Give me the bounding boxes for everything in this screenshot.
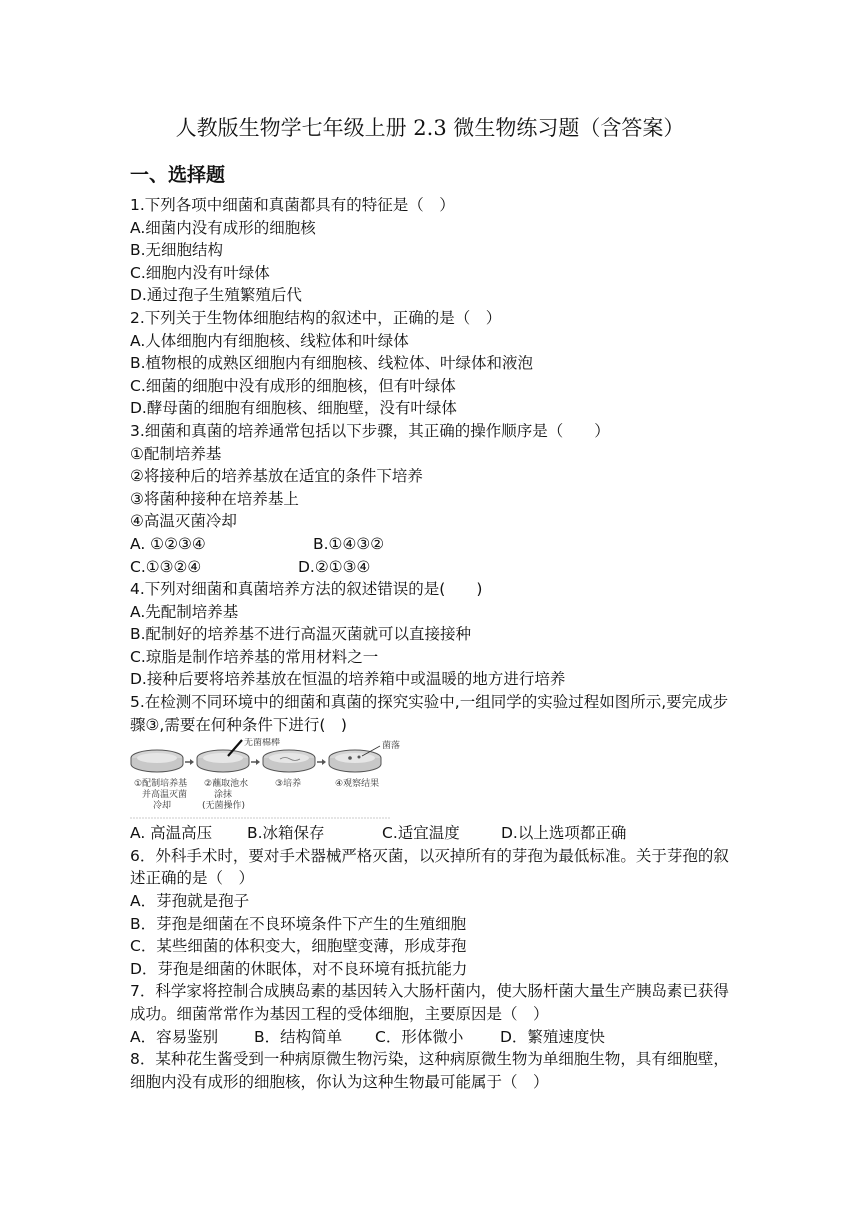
question-7-option-b: B．结构简单 [254, 1027, 343, 1046]
question-5-option-d: D.以上选项都正确 [501, 824, 627, 843]
question-3-step-3: ③将菌种接种在培养基上 [130, 489, 299, 508]
arrow-head-icon [322, 759, 326, 765]
question-6-option-a: A．芽孢就是孢子 [130, 892, 250, 911]
step-4-caption: ④观察结果 [335, 779, 380, 790]
petri-dish-3 [263, 750, 315, 772]
petri-dish-4 [329, 750, 381, 772]
step-1-caption-line-3: 冷却 [153, 801, 172, 812]
page-title: 人教版生物学七年级上册 2.3 微生物练习题（含答案） [175, 116, 685, 140]
question-5-options [130, 822, 740, 845]
question-8-stem: 8．某种花生酱受到一种病原微生物污染，这种病原微生物为单细胞生物，具有细胞壁，细胞内没有成形的细胞核，你认为这种生物最可能属于（ ） [130, 1050, 729, 1091]
swab-label: 无菌棉棒 [244, 738, 281, 749]
question-3-options-row-2 [130, 556, 740, 579]
question-4-option-a: A.先配制培养基 [130, 602, 239, 621]
question-5-option-a: A. 高温高压 [130, 824, 213, 843]
question-4-option-c: C.琼脂是制作培养基的常用材料之一 [130, 647, 379, 666]
question-4-stem: 4.下列对细菌和真菌培养方法的叙述错误的是( ) [130, 580, 483, 599]
petri-dish-2 [197, 750, 249, 772]
petri-dish-diagram [130, 738, 410, 820]
question-7-option-a: A．容易鉴别 [130, 1027, 219, 1046]
question-3-step-2: ②将接种后的培养基放在适宜的条件下培养 [130, 467, 423, 486]
question-3-option-c: C.①③②④ [130, 557, 202, 576]
colony-label: 菌落 [382, 741, 401, 752]
question-5-option-c: C.适宜温度 [382, 824, 460, 843]
question-7-options [130, 1026, 740, 1049]
question-2-option-c: C.细菌的细胞中没有成形的细胞核，但有叶绿体 [130, 376, 456, 395]
step-3-caption: ③培养 [275, 779, 302, 790]
question-list [130, 194, 740, 1093]
question-3-stem: 3.细菌和真菌的培养通常包括以下步骤，其正确的操作顺序是（ ） [130, 421, 610, 440]
experiment-figure [130, 738, 740, 820]
question-2-option-a: A.人体细胞内有细胞核、线粒体和叶绿体 [130, 331, 409, 350]
question-1-option-b: B.无细胞结构 [130, 241, 224, 260]
question-4-option-b: B.配制好的培养基不进行高温灭菌就可以直接接种 [130, 625, 472, 644]
question-3-options-row-1 [130, 533, 740, 556]
question-6-stem: 6．外科手术时，要对手术器械严格灭菌，以灭掉所有的芽孢为最低标准。关于芽孢的叙述正确的是（ ） [130, 846, 729, 888]
question-5-option-b: B.冰箱保存 [247, 824, 325, 843]
question-2-option-d: D.酵母菌的细胞有细胞核、细胞壁，没有叶绿体 [130, 399, 457, 418]
petri-dish-1 [131, 750, 183, 772]
question-4-option-d: D.接种后要将培养基放在恒温的培养箱中或温暖的地方进行培养 [130, 670, 566, 689]
question-6-option-c: C．某些细菌的体积变大，细胞壁变薄，形成芽孢 [130, 937, 467, 956]
arrow-head-icon [190, 759, 194, 765]
step-2-caption-line-3: (无菌操作) [202, 801, 246, 812]
step-1-caption-line-1: ①配制培养基 [134, 779, 188, 790]
step-2-caption-line-1: ②蘸取池水 [204, 779, 249, 790]
question-2-stem: 2.下列关于生物体细胞结构的叙述中，正确的是（ ） [130, 308, 502, 327]
arrow-head-icon [256, 759, 260, 765]
step-2-caption-line-2: 涂抹 [214, 790, 233, 801]
step-1-caption-line-2: 并高温灭菌 [142, 790, 188, 801]
question-3-step-1: ①配制培养基 [130, 444, 222, 463]
question-5-stem: 5.在检测不同环境中的细菌和真菌的探究实验中,一组同学的实验过程如图所示,要完成步骤③,需要在何种条件下进行( ) [130, 693, 729, 734]
question-7-stem: 7．科学家将控制合成胰岛素的基因转入大肠杆菌内，使大肠杆菌大量生产胰岛素已获得成功。细菌常常作为基因工程的受体细胞，主要原因是（ ） [130, 982, 729, 1023]
question-1-option-c: C.细胞内没有叶绿体 [130, 263, 270, 282]
question-1-option-d: D.通过孢子生殖繁殖后代 [130, 286, 302, 305]
question-7-option-d: D．繁殖速度快 [500, 1027, 605, 1046]
question-3-option-a: A. ①②③④ [130, 534, 206, 553]
question-3-step-4: ④高温灭菌冷却 [130, 512, 237, 531]
section-heading: 一、选择题 [130, 164, 226, 186]
question-2-option-b: B.植物根的成熟区细胞内有细胞核、线粒体、叶绿体和液泡 [130, 354, 534, 373]
question-1-option-a: A.细菌内没有成形的细胞核 [130, 218, 316, 237]
question-6-option-d: D．芽孢是细菌的休眠体，对不良环境有抵抗能力 [130, 959, 468, 978]
question-1-stem: 1.下列各项中细菌和真菌都具有的特征是（ ） [130, 196, 455, 214]
question-7-option-c: C．形体微小 [375, 1027, 464, 1046]
question-3-option-b: B.①④③② [313, 534, 385, 553]
question-3-option-d: D.②①③④ [298, 557, 371, 576]
question-6-option-b: B．芽孢是细菌在不良环境条件下产生的生殖细胞 [130, 914, 467, 933]
